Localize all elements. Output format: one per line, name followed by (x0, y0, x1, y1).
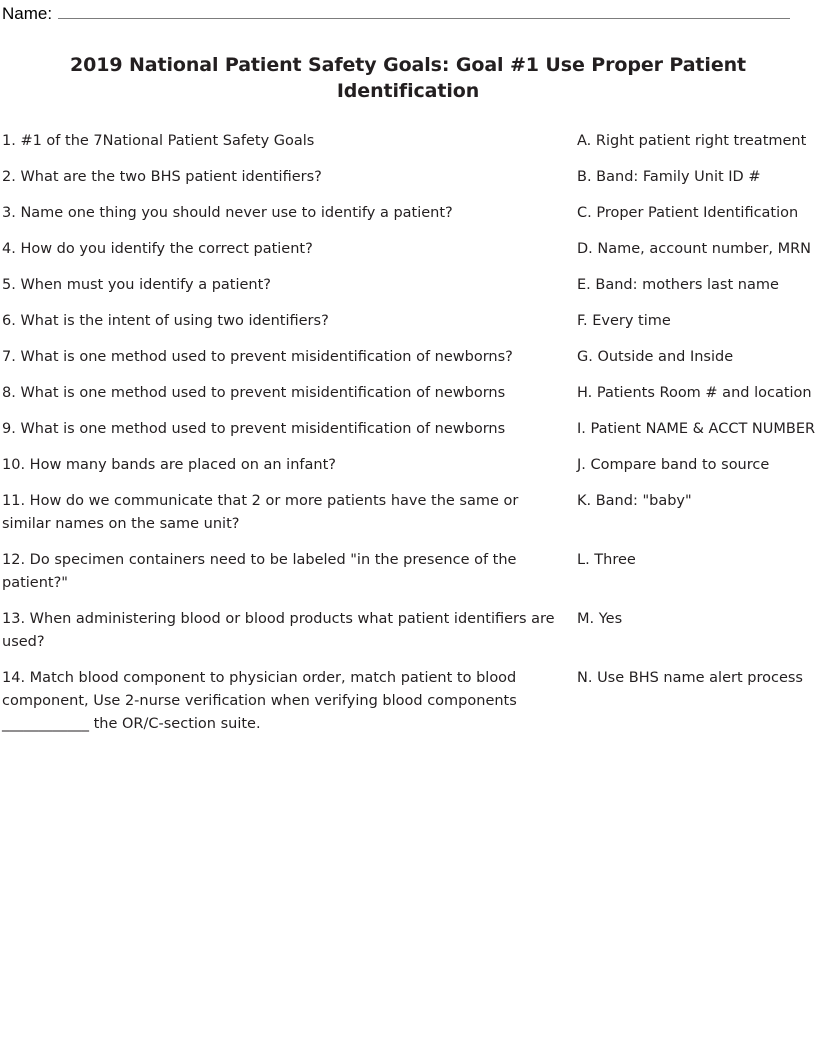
question-text: 14. Match blood component to physician order, match patient to blood component, Use 2-nurse verification when verifying blood components ____________ the OR/C-section suite. (2, 670, 517, 732)
answer-option[interactable]: M. Yes (577, 611, 623, 627)
matching-exercise (0, 130, 816, 736)
matching-row (2, 454, 814, 477)
answer-option[interactable]: N. Use BHS name alert process (577, 670, 803, 686)
page-title: 2019 National Patient Safety Goals: Goal #1 Use Proper Patient Identification (69, 54, 747, 102)
matching-row (2, 667, 814, 736)
matching-row (2, 382, 814, 405)
question-text: 13. When administering blood or blood products what patient identifiers are used? (2, 611, 555, 650)
question-text: 8. What is one method used to prevent misidentification of newborns (2, 385, 506, 401)
answer-option[interactable]: G. Outside and Inside (577, 349, 734, 365)
question-text: 1. #1 of the 7National Patient Safety Goals (2, 133, 315, 149)
name-field-row (0, 2, 816, 28)
question-text: 11. How do we communicate that 2 or more patients have the same or similar names on the same unit? (2, 493, 519, 532)
question-text: 2. What are the two BHS patient identifiers? (2, 169, 322, 185)
answer-option[interactable]: C. Proper Patient Identification (577, 205, 799, 221)
matching-row (2, 130, 814, 153)
question-text: 3. Name one thing you should never use to identify a patient? (2, 205, 453, 221)
answer-option[interactable]: K. Band: "baby" (577, 493, 692, 509)
matching-row (2, 418, 814, 441)
question-text: 6. What is the intent of using two identifiers? (2, 313, 329, 329)
matching-row (2, 238, 814, 261)
answer-option[interactable]: B. Band: Family Unit ID # (577, 169, 761, 185)
matching-row (2, 346, 814, 369)
answer-option[interactable]: F. Every time (577, 313, 671, 329)
name-input-blank[interactable] (58, 2, 790, 19)
matching-row (2, 608, 814, 654)
answer-option[interactable]: I. Patient NAME & ACCT NUMBER (577, 421, 816, 437)
question-text: 12. Do specimen containers need to be labeled "in the presence of the patient?" (2, 552, 517, 591)
answer-option[interactable]: L. Three (577, 552, 636, 568)
answer-option[interactable]: E. Band: mothers last name (577, 277, 779, 293)
worksheet-page (0, 2, 816, 1058)
matching-row (2, 202, 814, 225)
question-text: 9. What is one method used to prevent misidentification of newborns (2, 421, 506, 437)
question-text: 7. What is one method used to prevent misidentification of newborns? (2, 349, 513, 365)
answer-option[interactable]: H. Patients Room # and location (577, 385, 812, 401)
matching-row (2, 310, 814, 333)
answer-option[interactable]: J. Compare band to source (577, 457, 770, 473)
question-text: 5. When must you identify a patient? (2, 277, 271, 293)
matching-row (2, 274, 814, 297)
question-text: 4. How do you identify the correct patient? (2, 241, 313, 257)
answer-option[interactable]: A. Right patient right treatment (577, 133, 807, 149)
name-label: Name: (2, 4, 53, 23)
matching-row (2, 166, 814, 189)
matching-row (2, 490, 814, 536)
question-text: 10. How many bands are placed on an infant? (2, 457, 336, 473)
matching-row (2, 549, 814, 595)
answer-option[interactable]: D. Name, account number, MRN (577, 241, 811, 257)
